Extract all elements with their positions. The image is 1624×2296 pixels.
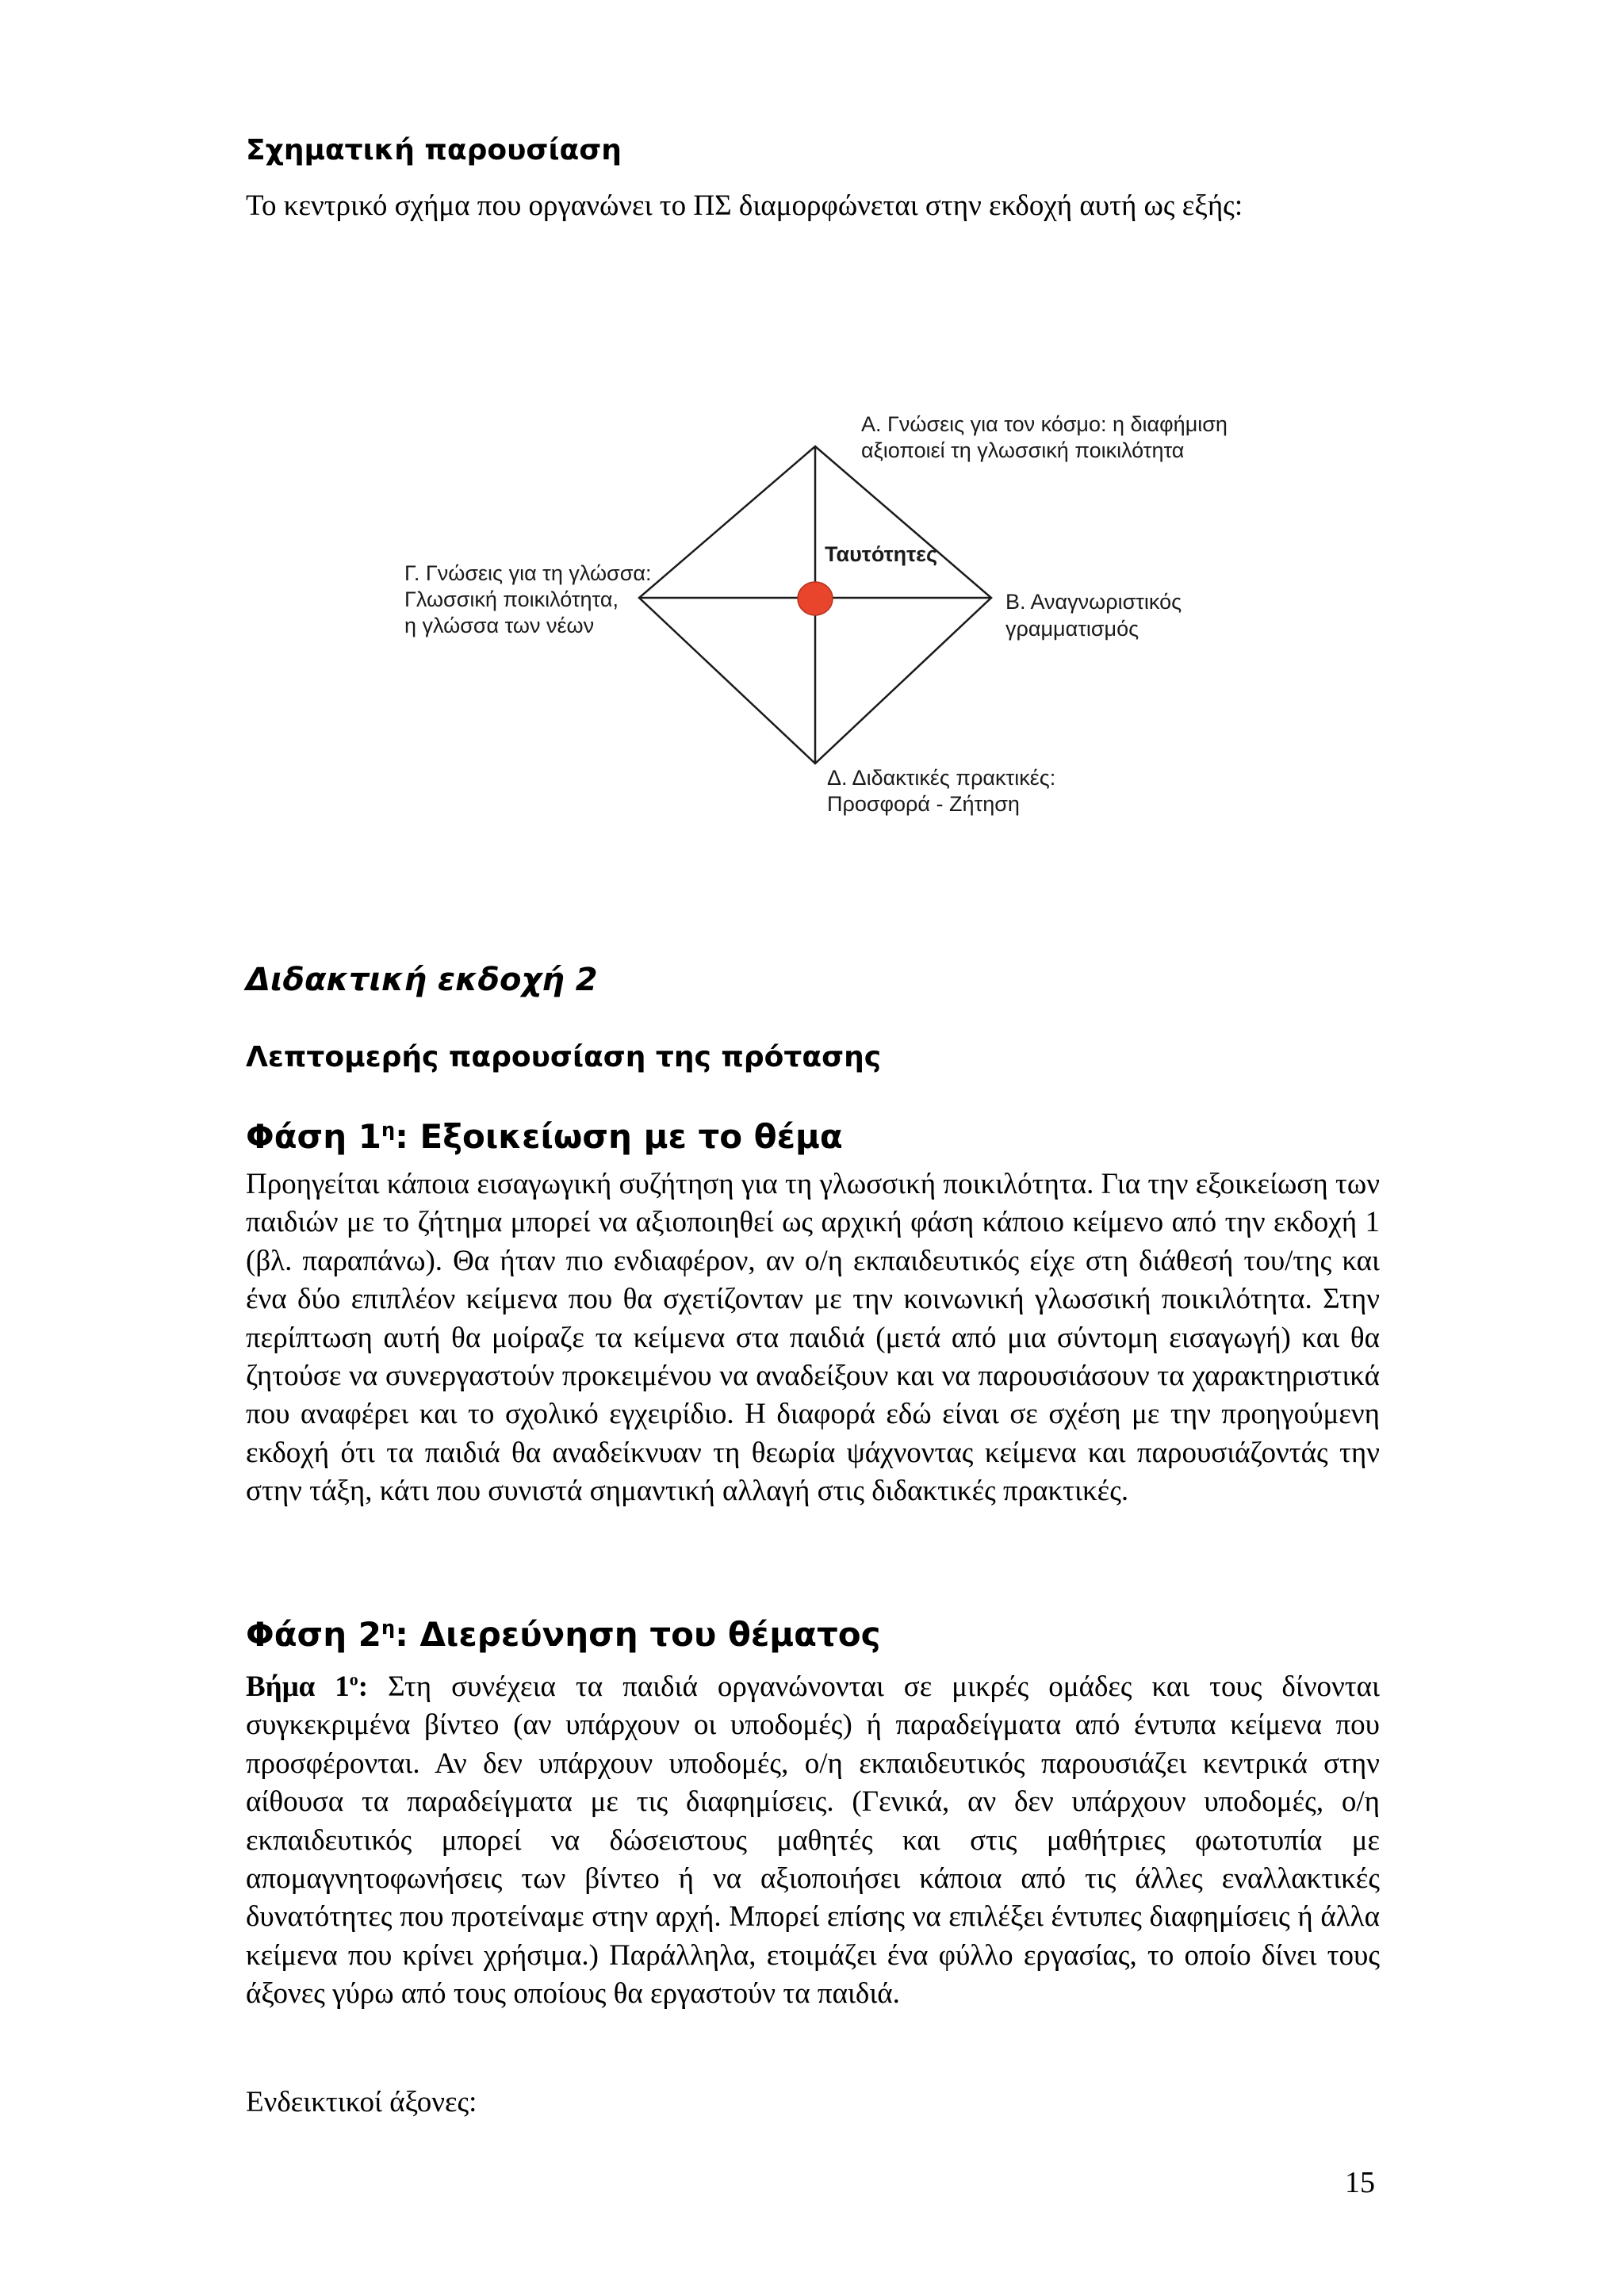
phase2-paragraph xyxy=(246,1668,1380,2014)
diagram-center-dot xyxy=(798,582,833,615)
intro-text: Το κεντρικό σχήμα που οργανώνει το ΠΣ διαμορφώνεται στην εκδοχή αυτή ως εξής: xyxy=(246,189,1243,222)
detail-heading: Λεπτομερής παρουσίαση της πρότασης xyxy=(246,1041,882,1073)
diagram-center-label: Ταυτότητες xyxy=(825,542,938,566)
page-number: 15 xyxy=(1345,2166,1375,2199)
diagram-label-b-line2: γραμματισμός xyxy=(1005,617,1139,641)
phase2-title-suffix: : Διερεύνηση του θέματος xyxy=(395,1615,881,1654)
central-schema-diagram xyxy=(0,0,1624,872)
phase2-text: Στη συνέχεια τα παιδιά οργανώνονται σε μικρές ομάδες και τους δίνονται συγκεκριμένα βίντεο (αν υπάρχουν οι υποδομές) ή παραδείγματα από έντυπα κείμενα που προσφέρονται. Αν δεν υπάρχουν υποδομές, ο/η εκπαιδευτικός παρουσιάζει κεντρικά στην αίθουσα τα παραδείγματα με τις διαφημίσεις. (Γενικά, αν δεν υπάρχουν υποδομές, ο/η εκπαιδευτικός μπορεί να δώσειστους μαθητές και στις μαθήτριες φωτοτυπία με απομαγνητοφωνήσεις των βίντεο ή να αξιοποιήσει κάποια από τις άλλες εναλλακτικές δυνατότητες που προτείναμε στην αρχή. Μπορεί επίσης να επιλέξει έντυπες διαφημίσεις ή άλλα κείμενα που κρίνει χρήσιμα.) Παράλληλα, ετοιμάζει ένα φύλλο εργασίας, το οποίο δίνει τους άξονες γύρω από τους οποίους θα εργαστούν τα παιδιά. xyxy=(246,1670,1380,2011)
diagram-label-g-line1: Γ. Γνώσεις για τη γλώσσα: xyxy=(404,561,652,585)
diagram-label-a-line2: αξιοποιεί τη γλωσσική ποικιλότητα xyxy=(861,438,1185,462)
version-heading: Διδακτική εκδοχή 2 xyxy=(246,962,598,998)
phase1-title-suffix: : Εξοικείωση με το θέμα xyxy=(395,1117,843,1156)
axes-label: Ενδεικτικοί άξονες: xyxy=(246,2086,477,2118)
phase2-title-sup: η xyxy=(381,1617,396,1639)
diagram-label-g-line3: η γλώσσα των νέων xyxy=(404,614,595,637)
phase1-title-sup: η xyxy=(381,1119,396,1141)
diagram-label-d-line1: Δ. Διδακτικές πρακτικές: xyxy=(827,766,1056,790)
step1-sup: ο xyxy=(349,1669,358,1689)
step1-label xyxy=(246,1670,368,1703)
diagram-label-d-line2: Προσφορά - Ζήτηση xyxy=(827,792,1020,816)
diagram-label-b-line1: Β. Αναγνωριστικός xyxy=(1005,590,1182,614)
phase1-paragraph: Προηγείται κάποια εισαγωγική συζήτηση για τη γλωσσική ποικιλότητα. Για την εξοικείωση των παιδιών με το ζήτημα μπορεί να αξιοποιηθεί ως αρχική φάση κάποιο κείμενο από την εκδοχή 1 (βλ. παραπάνω). Θα ήταν πιο ενδιαφέρον, αν ο/η εκπαιδευτικός είχε στη διάθεσή του/της και ένα δύο επιπλέον κείμενα που θα σχετίζονταν με την κοινωνική γλωσσική ποικιλότητα. Στην περίπτωση αυτή θα μοίραζε τα κείμενα στα παιδιά (μετά από μια σύντομη εισαγωγή) και θα ζητούσε να συνεργαστούν προκειμένου να αναδείξουν και να παρουσιάσουν τα χαρακτηριστικά που αναφέρει και το σχολικό εγχειρίδιο. Η διαφορά εδώ είναι σε σχέση με την προηγούμενη εκδοχή ότι τα παιδιά θα αναδείκνυαν τη θεωρία ψάχνοντας κείμενα και παρουσιάζοντάς την στην τάξη, κάτι που συνιστά σημαντική αλλαγή στις διδακτικές πρακτικές. xyxy=(246,1168,1380,1508)
step1-suffix: : xyxy=(358,1670,369,1703)
phase2-title-prefix: Φάση 2 xyxy=(246,1615,382,1654)
diagram-label-a-line1: Α. Γνώσεις για τον κόσμο: η διαφήμιση xyxy=(861,412,1228,436)
step1-prefix: Βήμα 1 xyxy=(246,1670,350,1703)
diagram-label-g-line2: Γλωσσική ποικιλότητα, xyxy=(404,587,619,611)
phase2-heading xyxy=(246,1614,881,1655)
section-heading-schematic: Σχηματική παρουσίαση xyxy=(246,134,622,166)
phase1-title-prefix: Φάση 1 xyxy=(246,1117,382,1156)
phase1-heading xyxy=(246,1116,843,1158)
